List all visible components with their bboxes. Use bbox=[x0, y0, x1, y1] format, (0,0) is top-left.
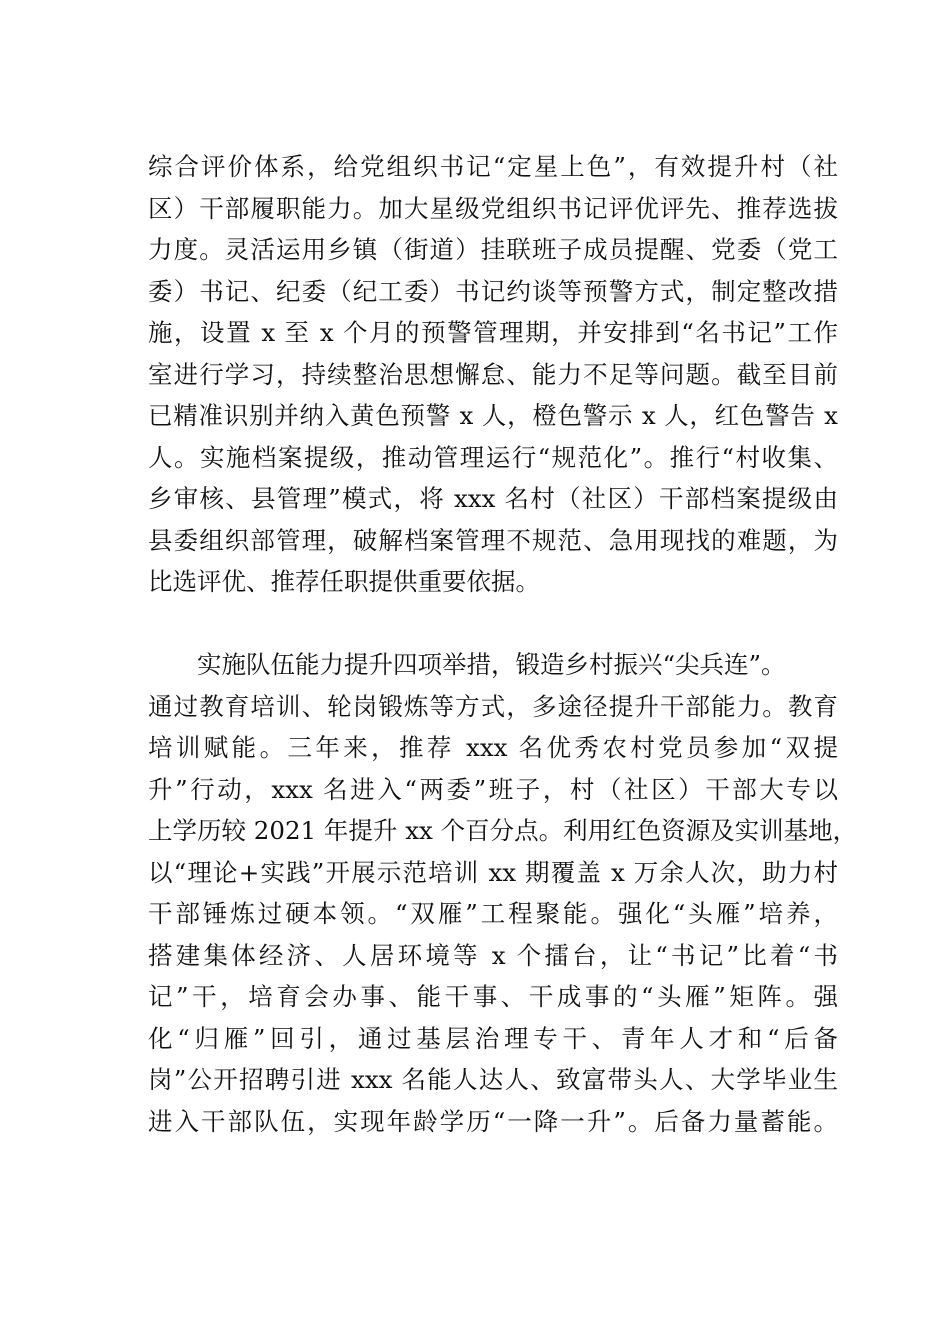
paragraph-line: 干部锤炼过硬本领。“双雁”工程聚能。强化“头雁”培养， bbox=[148, 899, 838, 928]
paragraph-line: 化“归雁”回引，通过基层治理专干、青年人才和“后备 bbox=[148, 1023, 838, 1053]
paragraph-line: 力度。灵活运用乡镇（街道）挂联班子成员提醒、党委（党工 bbox=[148, 235, 838, 264]
paragraph-line: 人。实施档案提级，推动管理运行“规范化”。推行“村收集、 bbox=[148, 442, 838, 472]
paragraph-line: 区）干部履职能力。加大星级党组织书记评优评先、推荐选拔 bbox=[148, 193, 838, 223]
paragraph-line: 综合评价体系，给党组织书记“定星上色”，有效提升村（社 bbox=[148, 152, 838, 181]
paragraph-1 bbox=[148, 146, 838, 603]
paragraph-line: 已精准识别并纳入黄色预警 x 人，橙色警示 x 人，红色警告 x bbox=[148, 401, 838, 430]
paragraph-line: 县委组织部管理，破解档案管理不规范、急用现找的难题，为 bbox=[148, 525, 838, 555]
paragraph-line: 以“理论+实践”开展示范培训 xx 期覆盖 x 万余人次，助力村 bbox=[148, 857, 838, 887]
paragraph-line: 通过教育培训、轮岗锻炼等方式，多途径提升干部能力。教育 bbox=[148, 691, 838, 721]
paragraph-line: 记”干，培育会办事、能干事、干成事的“头雁”矩阵。强 bbox=[148, 982, 838, 1011]
paragraph-line: 委）书记、纪委（纪工委）书记约谈等预警方式，制定整改措 bbox=[148, 276, 838, 306]
paragraph-line: 室进行学习，持续整治思想懈怠、能力不足等问题。截至目前 bbox=[148, 359, 838, 389]
paragraph-line: 升”行动，xxx 名进入“两委”班子，村（社区）干部大专以 bbox=[148, 774, 838, 804]
paragraph-line: 施，设置 x 至 x 个月的预警管理期，并安排到“名书记”工作 bbox=[148, 318, 838, 347]
paragraph-line: 实施队伍能力提升四项举措，锻造乡村振兴“尖兵连”。 bbox=[197, 650, 786, 679]
paragraph-line: 比选评优、推荐任职提供重要依据。 bbox=[148, 567, 540, 596]
paragraph-line: 进入干部队伍，实现年龄学历“一降一升”。后备力量蓄能。 bbox=[148, 1106, 838, 1136]
paragraph-line: 上学历较 2021 年提升 xx 个百分点。利用红色资源及实训基地， bbox=[148, 816, 858, 845]
paragraph-line: 乡审核、县管理”模式，将 xxx 名村（社区）干部档案提级由 bbox=[148, 484, 838, 513]
paragraph-line: 培训赋能。三年来，推荐 xxx 名优秀农村党员参加“双提 bbox=[148, 733, 838, 762]
paragraph-line: 岗”公开招聘引进 xxx 名能人达人、致富带头人、大学毕业生 bbox=[148, 1065, 838, 1094]
paragraph-2 bbox=[148, 644, 858, 1142]
paragraph-line: 搭建集体经济、人居环境等 x 个擂台，让“书记”比着“书 bbox=[148, 940, 838, 970]
